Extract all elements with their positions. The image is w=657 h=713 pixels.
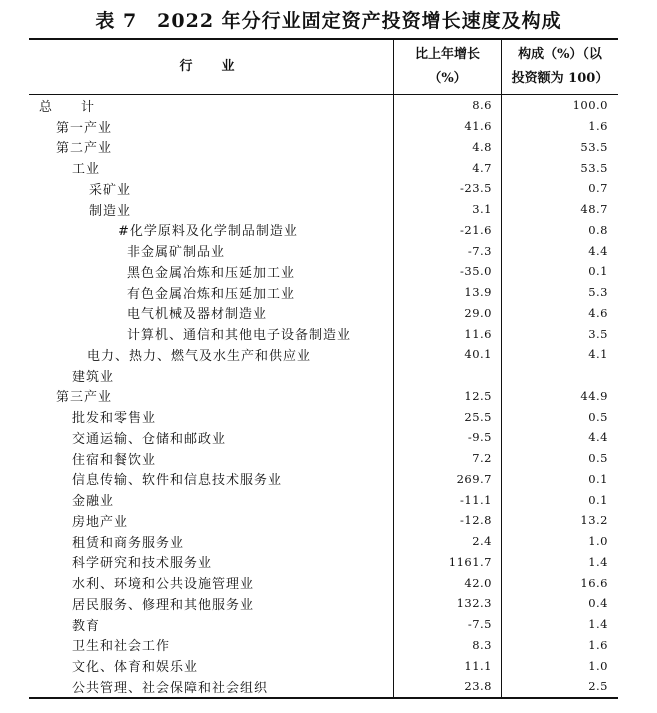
row-name: 采矿业 — [89, 182, 132, 198]
row-share: 53.5 — [501, 137, 618, 158]
table-row — [29, 95, 618, 116]
row-name: 科学研究和技术服务业 — [72, 556, 213, 572]
header-growth-line2: （%） — [428, 71, 467, 86]
row-growth: 11.6 — [393, 323, 501, 344]
table-row — [29, 406, 618, 427]
row-growth: 13.9 — [393, 282, 501, 303]
row-growth: 40.1 — [393, 344, 501, 365]
row-name: 交通运输、仓储和邮政业 — [72, 431, 227, 447]
row-share: 4.4 — [501, 240, 618, 261]
row-name: 住宿和餐饮业 — [72, 452, 157, 468]
row-name: 教育 — [72, 618, 101, 634]
row-share: 1.0 — [501, 531, 618, 552]
row-growth: -35.0 — [393, 261, 501, 282]
row-share: 0.1 — [501, 489, 618, 510]
table-header — [29, 40, 618, 95]
header-share-line1: 构成（%）（以 — [518, 47, 602, 62]
row-growth: -23.5 — [393, 178, 501, 199]
header-industry: 行 业 — [179, 59, 243, 74]
row-growth: 4.8 — [393, 137, 501, 158]
row-name: 金融业 — [72, 494, 115, 510]
row-share: 0.1 — [501, 261, 618, 282]
row-name: 非金属矿制品业 — [127, 245, 226, 261]
row-name: 租赁和商务服务业 — [72, 535, 185, 551]
row-growth: 8.6 — [393, 95, 501, 116]
row-growth: -11.1 — [393, 489, 501, 510]
table-row — [29, 655, 618, 676]
header-growth-line1: 比上年增长 — [414, 47, 480, 62]
row-share: 0.1 — [501, 469, 618, 490]
header-growth — [393, 40, 501, 94]
row-share: 1.4 — [501, 614, 618, 635]
table-row — [29, 282, 618, 303]
row-share: 0.7 — [501, 178, 618, 199]
row-name: 文化、体育和娱乐业 — [72, 660, 199, 676]
row-growth: -7.3 — [393, 240, 501, 261]
row-growth: -21.6 — [393, 220, 501, 241]
row-growth: -12.8 — [393, 510, 501, 531]
row-name: 建筑业 — [72, 369, 115, 385]
row-share: 1.0 — [501, 655, 618, 676]
row-share: 4.6 — [501, 303, 618, 324]
row-growth: 29.0 — [393, 303, 501, 324]
table-row — [29, 614, 618, 635]
row-name: 第一产业 — [56, 120, 113, 136]
row-growth: 132.3 — [393, 593, 501, 614]
row-name: 电气机械及器材制造业 — [127, 307, 268, 323]
table-row — [29, 240, 618, 261]
table-row — [29, 116, 618, 137]
row-name: 制造业 — [89, 203, 132, 219]
row-growth: 12.5 — [393, 386, 501, 407]
row-share: 5.3 — [501, 282, 618, 303]
table-row — [29, 344, 618, 365]
row-share: 53.5 — [501, 157, 618, 178]
row-share: 4.1 — [501, 344, 618, 365]
row-share: 100.0 — [501, 95, 618, 116]
table-body — [29, 95, 618, 697]
table-row — [29, 469, 618, 490]
row-growth: 1161.7 — [393, 552, 501, 573]
row-growth: 8.3 — [393, 635, 501, 656]
row-name: 第三产业 — [56, 390, 113, 406]
row-growth: 2.4 — [393, 531, 501, 552]
row-name: 计算机、通信和其他电子设备制造业 — [127, 328, 352, 344]
row-name: 有色金属冶炼和压延加工业 — [127, 286, 296, 302]
row-name: 工业 — [72, 162, 101, 178]
row-name: 第二产业 — [56, 141, 113, 157]
row-name: 总 计 — [39, 99, 96, 115]
row-share: 1.4 — [501, 552, 618, 573]
row-share: 0.8 — [501, 220, 618, 241]
row-name: 信息传输、软件和信息技术服务业 — [72, 473, 283, 489]
table-row — [29, 635, 618, 656]
row-share: 0.4 — [501, 593, 618, 614]
row-growth: -7.5 — [393, 614, 501, 635]
header-share — [501, 40, 618, 94]
table-row — [29, 199, 618, 220]
table-row — [29, 220, 618, 241]
row-share: 0.5 — [501, 448, 618, 469]
table-row — [29, 365, 618, 386]
row-share: 0.5 — [501, 406, 618, 427]
row-share: 3.5 — [501, 323, 618, 344]
table-row — [29, 427, 618, 448]
header-share-line2: 投资额为 100） — [511, 71, 609, 86]
row-growth — [393, 365, 501, 386]
table-row — [29, 489, 618, 510]
row-growth: 25.5 — [393, 406, 501, 427]
row-growth: 7.2 — [393, 448, 501, 469]
row-share: 4.4 — [501, 427, 618, 448]
row-share: 2.5 — [501, 676, 618, 697]
table-row — [29, 448, 618, 469]
table-row — [29, 157, 618, 178]
row-name: 批发和零售业 — [72, 411, 157, 427]
row-name: 卫生和社会工作 — [72, 639, 171, 655]
row-growth: -9.5 — [393, 427, 501, 448]
table-row — [29, 261, 618, 282]
table-row — [29, 552, 618, 573]
row-name: #化学原料及化学制品制造业 — [118, 224, 298, 240]
row-share: 1.6 — [501, 635, 618, 656]
investment-table — [29, 38, 618, 699]
row-growth: 23.8 — [393, 676, 501, 697]
row-name: 黑色金属冶炼和压延加工业 — [127, 265, 296, 281]
table-row — [29, 386, 618, 407]
row-share: 44.9 — [501, 386, 618, 407]
row-growth: 3.1 — [393, 199, 501, 220]
table-row — [29, 676, 618, 697]
row-share: 16.6 — [501, 572, 618, 593]
row-share: 13.2 — [501, 510, 618, 531]
row-share: 1.6 — [501, 116, 618, 137]
row-name: 电力、热力、燃气及水生产和供应业 — [87, 348, 312, 364]
row-growth: 269.7 — [393, 469, 501, 490]
table-row — [29, 572, 618, 593]
row-name: 公共管理、社会保障和社会组织 — [72, 680, 269, 696]
row-share — [501, 365, 618, 386]
table-row — [29, 178, 618, 199]
row-share: 48.7 — [501, 199, 618, 220]
row-growth: 41.6 — [393, 116, 501, 137]
table-row — [29, 510, 618, 531]
table-row — [29, 593, 618, 614]
row-name: 房地产业 — [72, 514, 129, 530]
table-title: 表 7 2022 年分行业固定资产投资增长速度及构成 — [95, 10, 562, 32]
row-growth: 4.7 — [393, 157, 501, 178]
row-name: 居民服务、修理和其他服务业 — [72, 597, 255, 613]
row-growth: 42.0 — [393, 572, 501, 593]
table-row — [29, 531, 618, 552]
table-row — [29, 137, 618, 158]
table-row — [29, 323, 618, 344]
row-name: 水利、环境和公共设施管理业 — [72, 577, 255, 593]
row-growth: 11.1 — [393, 655, 501, 676]
table-row — [29, 303, 618, 324]
